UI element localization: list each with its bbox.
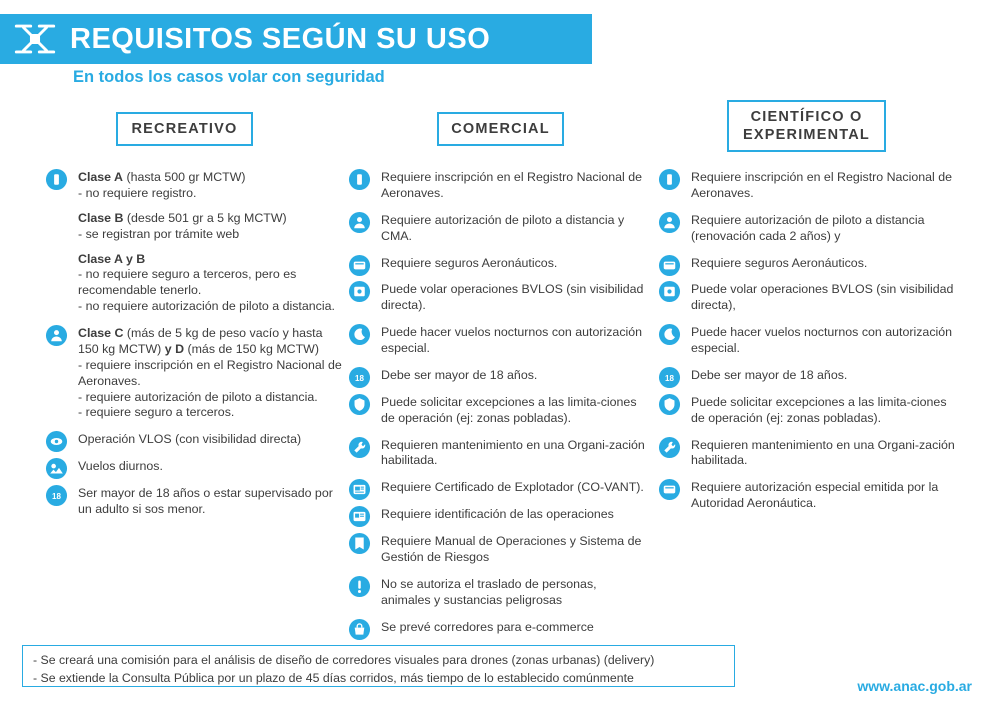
- list-item-text: Requiere autorización especial emitida por la Autoridad Aeronáutica.: [691, 480, 939, 511]
- list-item: [348, 505, 648, 523]
- certificate-icon: [348, 478, 371, 501]
- column-heading-recreativo: RECREATIVO: [116, 112, 253, 146]
- list-item-text: Puede hacer vuelos nocturnos con autorización especial.: [691, 325, 953, 355]
- page-subtitle: En todos los casos volar con seguridad: [73, 68, 385, 86]
- ecommerce-icon: [348, 618, 371, 641]
- list-item-text: Requiere identificación de las operaciones: [381, 507, 614, 522]
- list-item-text: Clase C (más de 5 kg de peso vacío y hasta 150 kg MCTW) y D (más de 150 kg MCTW) - requiere inscripción en el Registro Nacional de Aeronaves. - requiere autorización de piloto a distancia. - requiere seguro a terceros.: [78, 326, 342, 420]
- list-item: [45, 430, 345, 448]
- list-item-text: Clase A y B - no requiere seguro a terceros, pero es recomendable tenerlo. - no requiere autorización de piloto a distancia.: [78, 251, 335, 314]
- website-link[interactable]: www.anac.gob.ar: [857, 678, 972, 694]
- list-item-text: Operación VLOS (con visibilidad directa): [78, 432, 302, 447]
- list-item: [348, 618, 648, 636]
- manual-icon: [348, 532, 371, 555]
- list-item: [348, 211, 648, 245]
- column-cientifico: [658, 168, 958, 521]
- footnote-box: [22, 645, 735, 687]
- exception-icon: [348, 393, 371, 416]
- list-item: [348, 280, 648, 314]
- list-item-text: Requiere seguros Aeronáuticos.: [381, 255, 558, 270]
- insurance-icon: [348, 254, 371, 277]
- list-item: [348, 168, 648, 202]
- list-item-text: Puede solicitar excepciones a las limita-ciones de operación (ej: zonas pobladas).: [691, 394, 947, 425]
- list-item-text: Se prevé corredores para e-commerce: [381, 619, 594, 634]
- list-item-text: Requieren mantenimiento en una Organi-zación habilitada.: [381, 437, 645, 468]
- list-item: [658, 211, 958, 245]
- column-recreativo: [45, 168, 345, 527]
- list-item: [658, 168, 958, 202]
- pilot-icon: [658, 211, 681, 234]
- column-heading-cientifico: CIENTÍFICO O EXPERIMENTAL: [727, 100, 886, 152]
- list-item: [658, 254, 958, 272]
- list-item-text: Requiere inscripción en el Registro Nacional de Aeronaves.: [381, 170, 643, 200]
- list-item-text: Puede solicitar excepciones a las limita-ciones de operación (ej: zonas pobladas).: [381, 394, 637, 425]
- drone-small-icon: [45, 168, 68, 191]
- list-item: [658, 478, 958, 512]
- list-item-text: Requiere inscripción en el Registro Nacional de Aeronaves.: [691, 170, 953, 200]
- list-item: [45, 484, 345, 518]
- list-item-text: Requiere Manual de Operaciones y Sistema de Gestión de Riesgos: [381, 534, 642, 564]
- drone-small-icon: [348, 168, 371, 191]
- drone-small-icon: [658, 168, 681, 191]
- list-item-text: Requiere autorización de piloto a distancia (renovación cada 2 años) y: [691, 212, 925, 243]
- footnote-line-1: - Se creará una comisión para el análisis de diseño de corredores visuales para drones (zonas urbanas) (delivery): [33, 653, 655, 667]
- list-item: [45, 168, 345, 202]
- list-item: [348, 393, 648, 427]
- exception-icon: [658, 393, 681, 416]
- identification-icon: [348, 505, 371, 528]
- list-item-text: Puede volar operaciones BVLOS (sin visibilidad directa).: [381, 282, 644, 313]
- bvlos-icon: [658, 280, 681, 303]
- list-item-text: Ser mayor de 18 años o estar supervisado por un adulto si sos menor.: [78, 486, 333, 516]
- header-bar: [0, 14, 592, 64]
- list-item: [658, 280, 958, 314]
- list-item: [658, 323, 958, 357]
- list-item: [348, 478, 648, 496]
- list-item-text: Debe ser mayor de 18 años.: [381, 367, 538, 382]
- list-item-text: Requiere seguros Aeronáuticos.: [691, 255, 868, 270]
- list-item: [348, 254, 648, 272]
- list-item-text: Debe ser mayor de 18 años.: [691, 367, 848, 382]
- list-item: [658, 393, 958, 427]
- list-item-text: Puede hacer vuelos nocturnos con autorización especial.: [381, 325, 643, 355]
- list-item: [45, 324, 345, 421]
- list-item: [45, 211, 345, 243]
- svg-text:18: 18: [665, 373, 674, 383]
- authority-icon: [658, 478, 681, 501]
- list-item: [45, 457, 345, 475]
- list-item: [658, 436, 958, 470]
- list-item: [658, 366, 958, 384]
- list-item: [348, 323, 648, 357]
- bvlos-icon: [348, 280, 371, 303]
- svg-text:18: 18: [355, 373, 364, 383]
- list-item: [348, 436, 648, 470]
- list-item-text: Requiere autorización de piloto a distancia y CMA.: [381, 212, 625, 243]
- eye-icon: [45, 430, 68, 453]
- pilot-icon: [348, 211, 371, 234]
- maintenance-icon: [658, 436, 681, 459]
- svg-text:18: 18: [52, 491, 61, 501]
- list-item: [348, 532, 648, 566]
- list-item-text: Vuelos diurnos.: [78, 459, 163, 474]
- list-item-text: Puede volar operaciones BVLOS (sin visibilidad directa),: [691, 282, 954, 313]
- page-title: REQUISITOS SEGÚN SU USO: [70, 22, 491, 55]
- insurance-icon: [658, 254, 681, 277]
- age-18-icon: [658, 366, 681, 389]
- no-transport-icon: [348, 575, 371, 598]
- list-item: [348, 575, 648, 609]
- list-item-text: Clase B (desde 501 gr a 5 kg MCTW) - se registran por trámite web: [78, 210, 287, 241]
- age-18-icon: [348, 366, 371, 389]
- list-item: [348, 366, 648, 384]
- drone-icon: [12, 16, 58, 62]
- list-item-text: No se autoriza el traslado de personas, animales y sustancias peligrosas: [381, 576, 597, 607]
- pilot-icon: [45, 324, 68, 347]
- maintenance-icon: [348, 436, 371, 459]
- list-item: [45, 252, 345, 316]
- night-icon: [658, 323, 681, 346]
- night-icon: [348, 323, 371, 346]
- list-item-text: Requieren mantenimiento en una Organi-zación habilitada.: [691, 437, 955, 468]
- column-comercial: [348, 168, 648, 644]
- footnote-line-2: - Se extiende la Consulta Pública por un plazo de 45 días corridos, más tiempo de lo establecido comúnmente: [33, 670, 634, 685]
- age-18-icon: [45, 484, 68, 507]
- list-item-text: Requiere Certificado de Explotador (CO-VANT).: [381, 480, 644, 495]
- column-heading-comercial: COMERCIAL: [437, 112, 564, 146]
- day-flight-icon: [45, 457, 68, 480]
- list-item-text: Clase A (hasta 500 gr MCTW) - no requiere registro.: [78, 170, 246, 200]
